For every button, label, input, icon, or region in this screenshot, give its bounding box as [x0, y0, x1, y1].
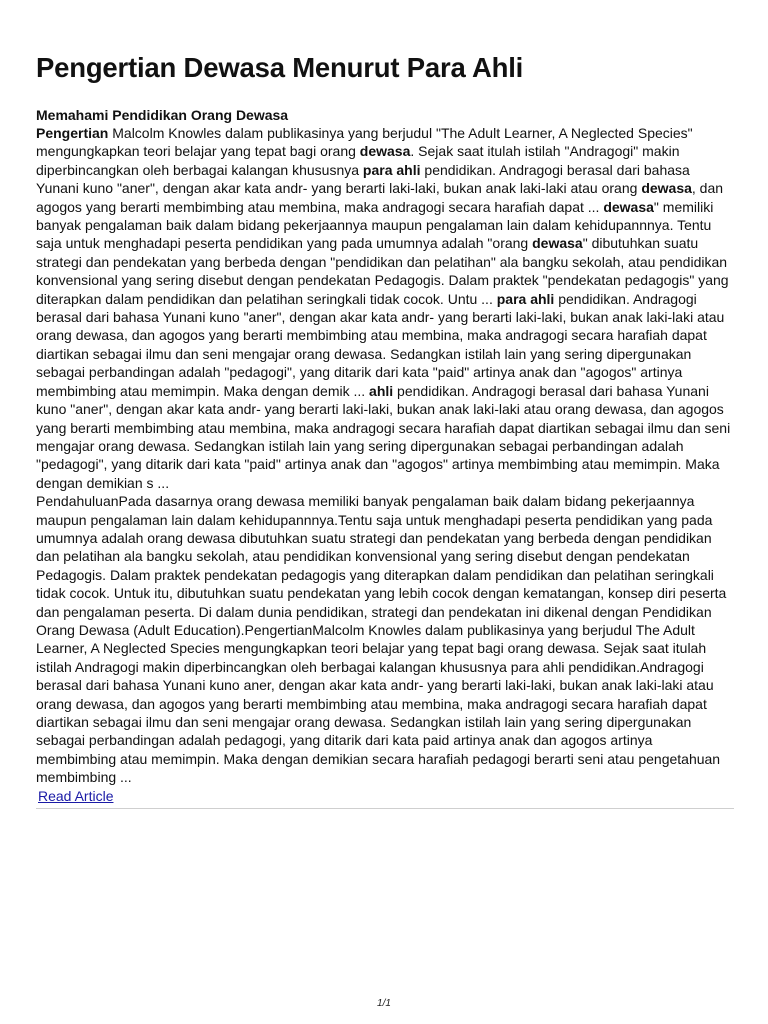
text-line	[36, 676, 736, 694]
text-line	[36, 234, 736, 252]
highlighted-term: dewasa	[641, 180, 692, 197]
text-segment: istilah Andragogi makin diperbincangkan oleh berbagai kalangan khususnya para ahli pendidikan.Andragogi	[36, 658, 704, 675]
text-line	[36, 621, 736, 639]
text-segment: strategi dan pendekatan yang berbeda dengan "pendidikan dan pelatihan" ala bangku sekolah, atau pendidikan	[36, 253, 728, 270]
text-segment: pendidikan. Andragogi berasal dari bahasa Yunani	[393, 382, 709, 399]
text-segment: dengan demikian s ...	[36, 474, 170, 491]
text-segment: maupun pengalaman lain dalam kehidupannnya.Tentu saja untuk menghadapi peserta pendidikan yang pada	[36, 511, 713, 528]
text-line	[36, 511, 736, 529]
text-line	[36, 455, 736, 473]
text-segment: berasal dari bahasa Yunani kuno aner, dengan akar kata andr- yang berarti laki-laki, bukan anak laki-laki atau	[36, 677, 714, 694]
text-segment: diperbincangkan oleh berbagai kalangan khususnya	[36, 161, 363, 178]
text-line	[36, 142, 736, 160]
text-line	[36, 308, 736, 326]
text-line	[36, 639, 736, 657]
page-number: 1/1	[377, 998, 391, 1009]
text-segment: mengungkapkan teori belajar yang tepat bagi orang	[36, 143, 360, 160]
text-segment: orang dewasa, dan agogos yang berarti membimbing atau membina, maka andragogi secara harafiah dapat	[36, 695, 707, 712]
text-segment: saja untuk menghadapi peserta pendidikan yang pada umumnya adalah "orang	[36, 235, 533, 252]
text-segment: membimbing ...	[36, 769, 132, 786]
text-segment: agogos yang berarti membimbing atau membina, maka andragogi secara harafiah dapat ...	[36, 198, 604, 215]
text-line	[36, 124, 736, 142]
text-line	[36, 198, 736, 216]
text-line	[36, 290, 736, 308]
text-segment: . Sejak saat itulah istilah "Andragogi" makin	[410, 143, 680, 160]
text-segment: , dan	[691, 180, 724, 197]
text-segment: kuno "aner", dengan akar kata andr- yang berarti laki-laki, bukan anak laki-laki atau orang dewasa, dan agogos	[36, 401, 724, 418]
text-segment: Pedagogis. Dalam praktek pendekatan pedagogis yang diterapkan dalam pendidikan dan pelatihan seringkali	[36, 566, 714, 583]
text-segment: umumnya adalah orang dewasa dibutuhkan suatu strategi dan pendekatan yang berbeda dengan pendidikan	[36, 529, 712, 546]
article-text	[36, 124, 736, 787]
text-line	[36, 179, 736, 197]
highlighted-term: dewasa	[532, 235, 583, 252]
highlighted-term: dewasa	[359, 143, 411, 160]
text-segment: banyak pengalaman baik dalam bidang pekerjaannya maupun pengalaman lain dalam kehidupannnya. Tentu	[36, 217, 712, 234]
text-segment: "pedagogi", yang ditarik dari kata "paid" artinya anak dan "agogos" artinya membimbing atau memimpin. Maka	[36, 456, 720, 473]
text-line	[36, 400, 736, 418]
text-segment: pendidikan. Andragogi berasal dari bahasa	[420, 161, 690, 178]
text-line	[36, 750, 736, 768]
text-line	[36, 271, 736, 289]
highlighted-term: Pengertian	[36, 125, 109, 141]
read-article-link[interactable]: Read Article	[38, 787, 114, 804]
text-segment: diartikan sebagai ilmu dan seni mengajar orang dewasa. Sedangkan istilah lain yang sering dipergunakan	[36, 345, 692, 362]
text-line	[36, 695, 736, 713]
page-title: Pengertian Dewasa Menurut Para Ahli	[36, 52, 524, 83]
text-segment: pendidikan. Andragogi	[554, 290, 697, 307]
highlighted-term: dewasa	[603, 198, 654, 215]
text-line	[36, 216, 736, 234]
text-line	[36, 713, 736, 731]
text-segment: konvensional yang sering disebut dengan pendekatan Pedagogis. Dalam praktek "pendekatan pedagogis" yang	[36, 272, 729, 289]
article-subtitle: Memahami Pendidikan Orang Dewasa	[36, 107, 289, 123]
text-segment: " memiliki	[653, 198, 714, 215]
text-line	[36, 326, 736, 344]
text-segment: sebagai perbandingan adalah pedagogi, yang ditarik dari kata paid artinya anak dan agogos artinya	[36, 732, 653, 749]
text-segment: dan pelatihan ala bangku sekolah, atau pendidikan konvensional yang sering disebut dengan pendekatan	[36, 548, 690, 565]
text-segment: diterapkan dalam pendidikan dan pelatihan seringkali tidak cocok. Untu ...	[36, 290, 497, 307]
divider	[36, 808, 734, 809]
text-line	[36, 768, 736, 786]
article-body	[36, 107, 736, 806]
text-line	[36, 253, 736, 271]
text-segment: Malcolm Knowles dalam publikasinya yang berjudul "The Adult Learner, A Neglected Species"	[108, 125, 693, 141]
text-line	[36, 382, 736, 400]
text-line	[36, 474, 736, 492]
text-segment: Learner, A Neglected Species mengungkapkan teori belajar yang tepat bagi orang dewasa. Sejak saat itulah	[36, 640, 707, 657]
text-line	[36, 547, 736, 565]
text-line	[36, 529, 736, 547]
text-segment: membimbing atau memimpin. Maka dengan demikian secara harafiah pedagogi berarti seni atau pengetahuan	[36, 750, 721, 767]
highlighted-term: para ahli	[496, 290, 555, 307]
text-line	[36, 419, 736, 437]
highlighted-term: ahli	[369, 382, 394, 399]
text-segment: Orang Dewasa (Adult Education).PengertianMalcolm Knowles dalam publikasinya yang berjudul The Adult	[36, 621, 695, 638]
text-segment: " dibutuhkan suatu	[582, 235, 699, 252]
highlighted-term: para ahli	[362, 161, 421, 178]
text-segment: membimbing atau memimpin. Maka dengan demik ...	[36, 382, 370, 399]
text-segment: mengajar orang dewasa. Sedangkan istilah lain yang sering dipergunakan sebagai perbandingan adalah	[36, 437, 684, 454]
text-line	[36, 492, 736, 510]
text-segment: sebagai perbandingan adalah "pedagogi", yang ditarik dari kata "paid" artinya anak dan "agogos" artinya	[36, 364, 683, 381]
text-line	[36, 658, 736, 676]
text-line	[36, 161, 736, 179]
text-segment: berasal dari bahasa Yunani kuno "aner", dengan akar kata andr- yang berarti laki-laki, bukan anak laki-laki atau	[36, 309, 725, 326]
text-segment: yang berarti membimbing atau membina, maka andragogi secara harafiah dapat diartikan sebagai ilmu dan seni	[36, 419, 731, 436]
text-line	[36, 437, 736, 455]
text-segment: dan pengalaman peserta. Di dalam dunia pendidikan, strategi dan pendekatan ini dikenal dengan Pendidikan	[36, 603, 712, 620]
text-line	[36, 731, 736, 749]
text-line	[36, 345, 736, 363]
text-line	[36, 566, 736, 584]
text-line	[36, 363, 736, 381]
text-line	[36, 584, 736, 602]
text-segment: tidak cocok. Untuk itu, dibutuhkan suatu pendekatan yang lebih cocok dengan kematangan, konsep diri peserta	[36, 585, 727, 602]
text-segment: PendahuluanPada dasarnya orang dewasa memiliki banyak pengalaman baik dalam bidang pekerjaannya	[36, 493, 695, 510]
text-segment: diartikan sebagai ilmu dan seni mengajar orang dewasa. Sedangkan istilah lain yang sering dipergunakan	[36, 714, 692, 730]
text-segment: Yunani kuno "aner", dengan akar kata andr- yang berarti laki-laki, bukan anak laki-laki atau orang	[36, 180, 642, 197]
text-line	[36, 603, 736, 621]
text-segment: orang dewasa, dan agogos yang berarti membimbing atau membina, maka andragogi secara harafiah dapat	[36, 327, 707, 344]
